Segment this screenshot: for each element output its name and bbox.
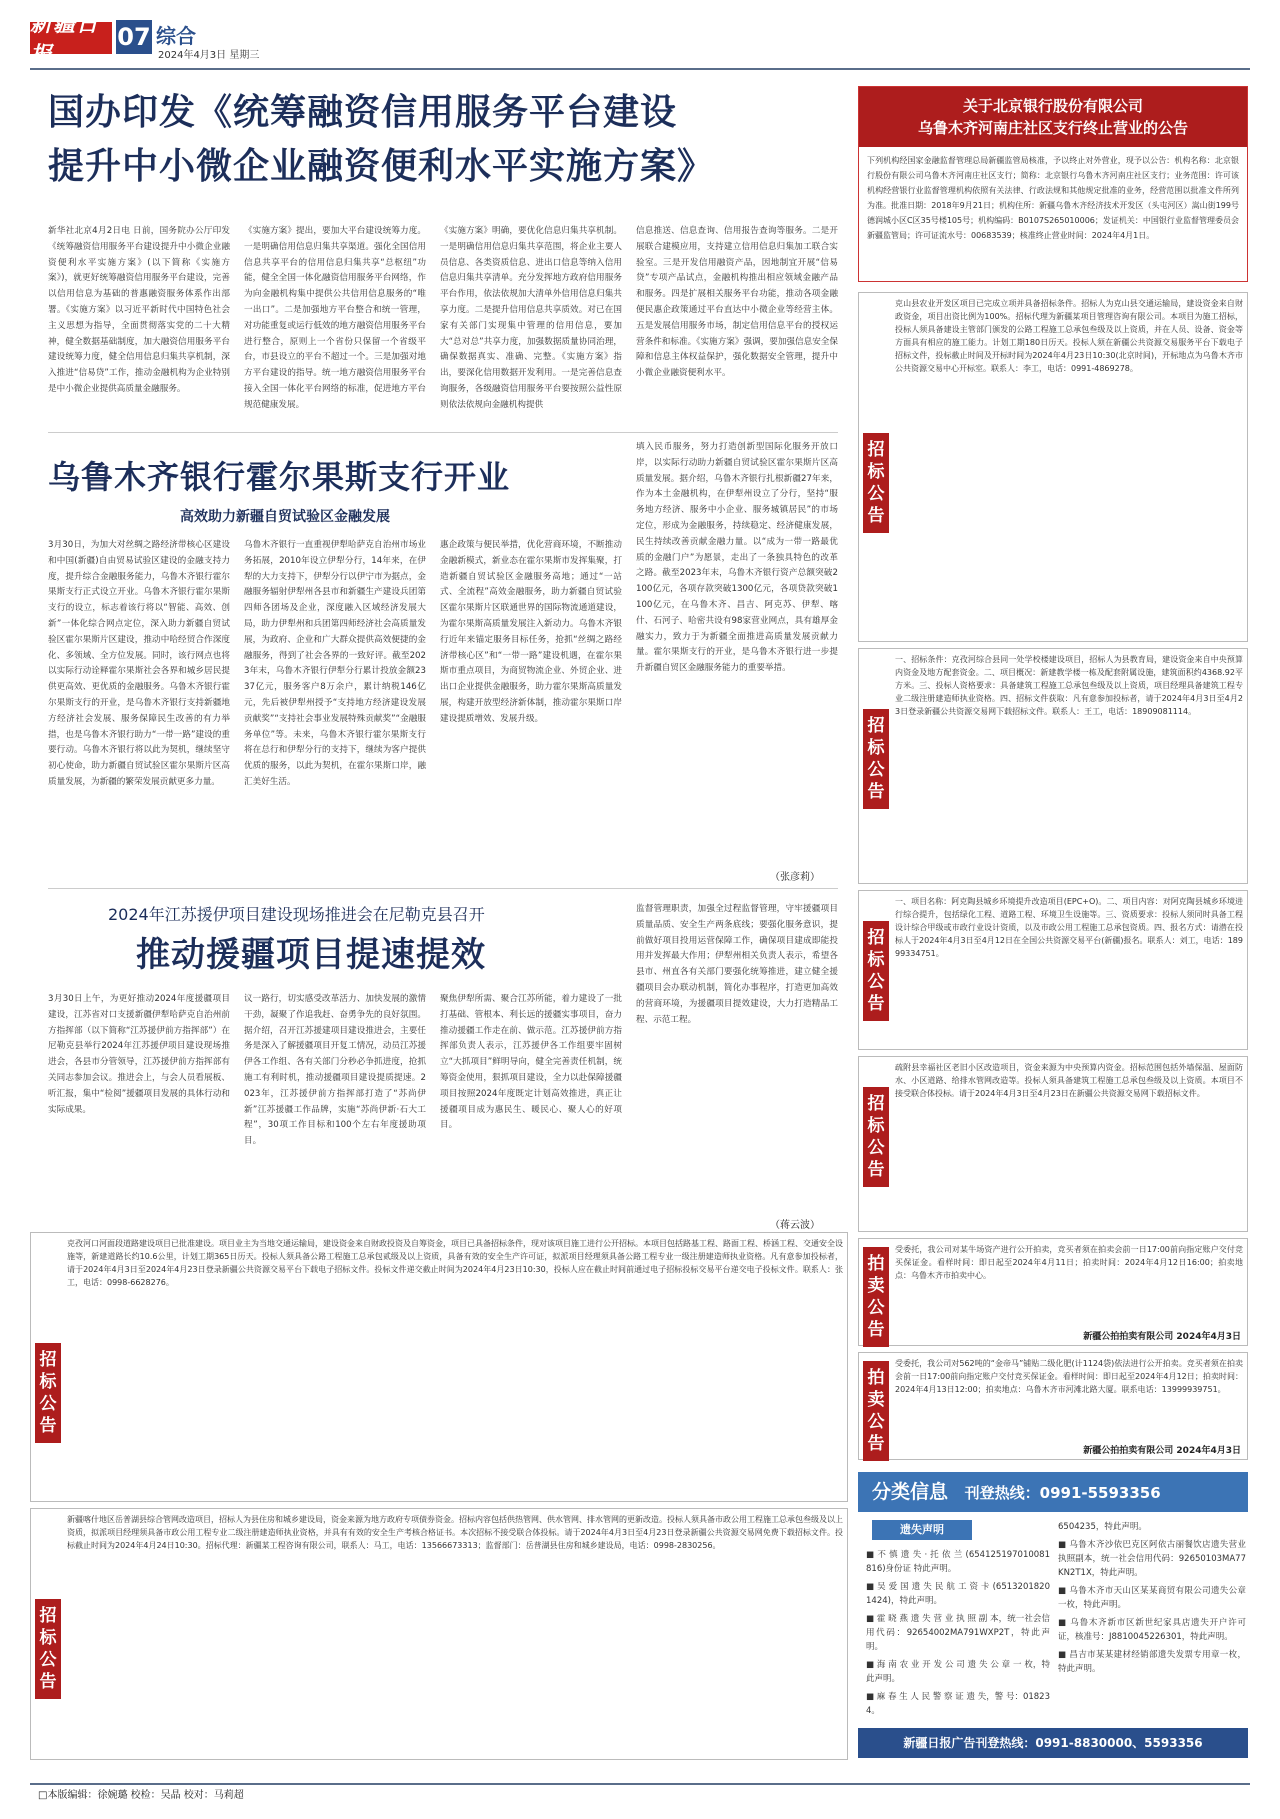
classified-right [1058, 1520, 1246, 1720]
masthead [30, 12, 1250, 70]
classified-item: ■ 霍 晓 燕 遗 失 营 业 执 照 副 本，统一社会信用代码：92654002MA791WXP2T，特此声明。 [866, 1614, 1050, 1652]
classified-header: 分类信息 刊登热线：0991-5593356 [858, 1472, 1248, 1512]
divider [48, 432, 838, 433]
article1-col2: 《实施方案》提出，要加大平台建设统筹力度。一是明确信用信息归集共享渠道。强化全国信用信息共享平台的信用信息归集共享“总枢纽”功能，健全全国一体化融资信用服务平台网络，作为向金融机构集中提供公共信用信息服务的“唯一出口”。二是加强地方平台整合和统一管理，对功能重复或运行低效的地方融资信用服务平台进行整合，原则上一个省份只保留一个省级平台，市县设立的平台不超过一个。三是加强对地方平台建设的指导。统一地方融资信用服务平台接入全国一体化平台网络的标准，促进地方平台规范健康发展。 [244, 226, 426, 410]
bid-notice-tag: 招标公告 [863, 709, 889, 809]
auction-notice-body: 受委托，我公司对某牛场资产进行公开拍卖，竞买者须在拍卖会前一日17:00前向指定账户交付竞买保证金。看样时间：即日起至2024年4月11日；拍卖时间：2024年4月12日16:00；拍卖地点：乌鲁木齐市拍卖中心。 [895, 1245, 1243, 1280]
classified-item: ■ 麻 春 生 人 民 警 察 证 遗 失，警 号：018234。 [866, 1692, 1050, 1716]
bid-notice-body: 一、项目名称：阿克陶县城乡环境提升改造项目(EPC+O)。二、项目内容：对阿克陶县城乡环境进行综合提升，包括绿化工程、道路工程、环境卫生设施等。三、资质要求：投标人须同时具备工程设计综合甲级或市政行业设计资质，以及市政公用工程施工总承包资质。四、报名方式：请潜在投标人于2024年4月3日至4月12日在全国公共资源交易平台(新疆)报名。联系人：刘工，电话：18999334751。 [895, 897, 1243, 958]
bottom-notice-1 [30, 1232, 848, 1502]
bid-notice-tag: 招标公告 [35, 1599, 61, 1699]
bid-notice-body: 新疆喀什地区岳普湖县综合管网改造项目，招标人为县住房和城乡建设局，资金来源为地方政府专项债券资金。招标内容包括供热管网、供水管网、排水管网的更新改造。投标人须具备市政公用工程施工总承包叁级及以上资质，拟派项目经理须具备市政公用工程专业二级注册建造师执业资格，并具有有效的安全生产考核合格证书。本次招标不接受联合体投标。请于2024年4月3日至4月23日登录新疆公共资源交易网免费下载招标文件。投标截止时间为2024年4月24日10:30。招标代理：新疆某工程咨询有限公司，联系人：马工，电话：13566673313；监督部门：岳普湖县住房和城乡建设局，电话：0998-2830256。 [67, 1515, 843, 1550]
page-number: 07 [116, 20, 152, 54]
newspaper-logo: 新疆日报 [30, 22, 112, 54]
bid-notice-tag: 招标公告 [863, 1087, 889, 1187]
article3-byline: （蒋云波） [770, 1220, 820, 1231]
article2-col1: 3月30日，为加大对丝绸之路经济带核心区建设和中国(新疆)自由贸易试验区建设的金融支持力度，提升综合金融服务能力，乌鲁木齐银行霍尔果斯支行正式设立开业。乌鲁木齐银行霍尔果斯支行的设立，标志着该行将以“智能、高效、创新”一体化综合网点定位，深入助力新疆自贸试验区霍尔果斯片区建设，推动中哈经贸合作深度化、多领域、全方位发展。同时，该行网点也将以实际行动诠释霍尔果斯社会各界和城乡居民提供更高效、更优质的金融服务。乌鲁木齐银行霍尔果斯支行的开业，是乌鲁木齐银行支持新疆地方经济社会发展、服务保障民生改善的有力举措，也是乌鲁木齐银行助力“一带一路”建设的重要行动。乌鲁木齐银行将以此为契机，继续坚守初心使命，助力新疆自贸试验区霍尔果斯片区高质量发展，为新疆的繁荣发展贡献更多力量。 [48, 540, 230, 787]
article3-col3: 聚焦伊犁所需、聚合江苏所能，着力建设了一批打基础、管根本、利长远的援疆实事项目，奋力推动援疆工作走在前、做示范。江苏援伊前方指挥部负责人表示，江苏援伊各工作组要牢固树立“大抓项目”鲜明导向，健全完善责任机制，统筹资金使用，狠抓项目建设，全力以赴保障援疆项目按照2024年度既定计划高效推进，真正让援疆项目成为惠民生、暖民心、聚人心的好项目。 [440, 994, 622, 1131]
bid-notice-3 [858, 890, 1248, 1050]
section-title: 综合 [156, 24, 196, 48]
ad-hotline-bar: 新疆日报广告刊登热线：0991-8830000、5593356 [858, 1728, 1248, 1758]
article3-col2: 议一路行，切实感受改革活力、加快发展的激情干劲，凝聚了作追我赶、奋勇争先的良好氛围。据介绍，召开江苏援建项目建设推进会，主要任务是深入了解援疆项目开复工情况，动员江苏援伊各工作组、各有关部门分秒必争抓进度，抢抓施工有利时机，推动援疆项目建设提质提速。2023年，江苏援伊前方指挥部打造了“苏尚伊新”江苏援疆工作品牌，实施“苏尚伊新·石大工程”，30项工作目标和100个左右年度援助项目。 [244, 994, 426, 1147]
article2-col3: 惠企政策与便民举措，优化营商环境，不断推动金融新模式，新业态在霍尔果斯市发挥集聚，打造新疆自贸试验区金融服务高地；通过“一站式、全流程”高效金融服务，助力新疆自贸试验区霍尔果斯片区联通世界的国际物流通道建设，为霍尔果斯高质量发展注入新动力。乌鲁木齐银行近年来锚定服务目标任务，抢抓“丝绸之路经济带核心区”和“一带一路”建设机遇，在霍尔果斯市重点项目，为商贸物流企业、外贸企业、进出口企业提供金融服务，助力霍尔果斯高质量发展，构建开放型经济新体制，推动霍尔果斯口岸建设提质增效、发展升级。 [440, 540, 622, 724]
bid-notice-body: 一、招标条件：克孜河综合县同一处学校楼建设项目，招标人为县教育局，建设资金来自中央预算内资金及地方配套资金。二、项目概况：新建教学楼一栋及配套附属设施，建筑面积约4368.92平方米。三、投标人资格要求：具备建筑工程施工总承包叁级及以上资质，项目经理具备建筑工程专业二级注册建造师执业资格。四、招标文件获取：凡有意参加投标者，请于2024年4月3日至4月23日登录新疆公共资源交易网下载招标文件。联系人：王工，电话：18909081114。 [895, 655, 1243, 716]
bid-notice-1 [858, 292, 1248, 642]
auction-notice-body: 受委托，我公司对562吨的“金帝马”铺贴二级化肥(计1124袋)依法进行公开拍卖。竞买者须在拍卖会前一日17:00前向指定账户交付竞买保证金。看样时间：即日起至2024年4月12日；拍卖时间：2024年4月13日12:00；拍卖地点：乌鲁木齐市河滩北路大厦。联系电话：13999939751。 [895, 1359, 1243, 1394]
article3-col1: 3月30日上午，为更好推动2024年度援疆项目建设，江苏省对口支援新疆伊犁哈萨克自治州前方指挥部（以下简称“江苏援伊前方指挥部”）在尼勒克县举行2024年江苏援伊项目建设现场推进会，各县市分管领导，江苏援伊前方指挥部有关同志参加会议。推进会上，与会人员看展板、听汇报，集中“检阅”援疆项目发展的具体行动和实际成果。 [48, 994, 230, 1115]
bid-notice-body: 疏附县幸福社区老旧小区改造项目，资金来源为中央预算内资金。招标范围包括外墙保温、屋面防水、小区道路、给排水管网改造等。投标人须具备建筑工程施工总承包叁级及以上资质。本项目不接受联合体投标。请于2024年4月3日至4月23日在新疆公共资源交易网下载招标文件。 [895, 1063, 1243, 1098]
classified-item: ■ 吴 爱 国 遗 失 民 航 工 资 卡 (65132018201424)，特此声明。 [866, 1582, 1050, 1606]
divider [48, 888, 838, 889]
classified-item: ■ 乌鲁木齐新市区新世纪家具店遗失开户许可证，核准号：J8810045226301，特此声明。 [1058, 1618, 1246, 1642]
auction-signature: 新疆公拍拍卖有限公司 2024年4月3日 [1083, 1446, 1241, 1456]
article1-col4: 信息推送、信息查询、信用报告查询等服务。二是开展联合建模应用，支持建立信用信息归集加工联合实验室。三是开发信用融资产品，因地制宜开展“信易贷”专项产品试点，金融机构推出相应领域金融产品和服务。四是扩展相关服务平台功能，推动各项金融便民惠企政策通过平台直达中小微企业等经营主体。五是发展信用服务市场，制定信用信息平台的授权运营条件和标准。《实施方案》强调，要加强信息安全保障和信息主体权益保护，强化数据安全管理，提升中小微企业融资便利水平。 [636, 226, 838, 379]
classified-item: ■ 海 南 农 业 开 发 公 司 遗 失 公 章 一 枚，特此声明。 [866, 1660, 1050, 1684]
article3-title: 推动援疆项目提速提效 [136, 935, 486, 975]
auction-notice-1 [858, 1238, 1248, 1346]
article1-title: 国办印发《统筹融资信用服务平台建设 提升中小微企业融资便利水平实施方案》 [48, 92, 715, 187]
classified-item: ■ 乌鲁木齐市天山区某某商贸有限公司遗失公章一枚，特此声明。 [1058, 1586, 1246, 1610]
article1-col1: 新华社北京4月2日电 日前，国务院办公厅印发《统筹融资信用服务平台建设提升中小微企业融资便利水平实施方案》(以下简称《实施方案》)，就更好统筹融资信用服务平台建设，完善以信用信息为基础的普惠融资服务体系作出部署。《实施方案》以习近平新时代中国特色社会主义思想为指导，全面贯彻落实党的二十大精神，健全数据基础制度，加大融资信用服务平台建设统筹力度，健全信用信息归集共享机制，深入推进“信易贷”工作，推动金融机构为企业特别是中小微企业提供高质量金融服务。 [48, 226, 230, 394]
lost-notice-header: 遗失声明 [872, 1520, 972, 1540]
auction-notice-2 [858, 1352, 1248, 1460]
bottom-notice-2 [30, 1508, 848, 1760]
article2-title: 乌鲁木齐银行霍尔果斯支行开业 [48, 458, 511, 496]
bank-notice-body: 下列机构经国家金融监督管理总局新疆监管局核准，予以终止对外营业，现予以公告：机构名称：北京银行股份有限公司乌鲁木齐河南庄社区支行；简称：北京银行乌鲁木齐河南庄社区支行；业务范围：许可该机构经营银行业监督管理机构依照有关法律、行政法规和其他规定批准的业务，经营范围以批准文件所列为准。批准日期：2018年9月21日；机构住所：新疆乌鲁木齐经济技术开发区（头屯河区）嵩山街199号德润城小区C区35号楼105号；机构编码：B0107S265010006；发证机关：中国银行业监督管理委员会新疆监管局；许可证流水号：00683539；核准终止营业时间：2024年4月1日。 [867, 156, 1239, 240]
classified-left [866, 1548, 1050, 1718]
article2-byline: （张彦莉） [770, 872, 820, 883]
bid-notice-body: 克山县农业开发区项目已完成立项并具备招标条件。招标人为克山县交通运输局，建设资金来自财政资金，项目出资比例为100%。招标代理为新疆某项目管理咨询有限公司。本项目为施工招标，投标人须具备建设主管部门颁发的公路工程施工总承包叁级及以上资质，并在人员、设备、资金等方面具有相应的施工能力。计划工期180日历天。投标人须在新疆公共资源交易服务平台下载电子招标文件，投标截止时间及开标时间为2024年4月23日10:30(北京时间)，开标地点为乌鲁木齐市公共资源交易中心开标室。联系人：李工，电话：0991-4869278。 [895, 299, 1243, 373]
auction-notice-tag: 拍卖公告 [863, 1247, 889, 1347]
right-notices [858, 292, 1248, 1462]
article3-col4: 监督管理职责，加强全过程监督管理，守牢援疆项目质量品质、安全生产两条底线；要强化服务意识，提前做好项目投用运营保障工作，确保项目建成即能投用并发挥最大作用；伊犁州相关负责人表示，希望各县市、州直各有关部门要强化统筹推进，建立健全援疆项目会办联动机制，简化办事程序，打造更加高效的营商环境，为援疆项目提效建设，大力打造精品工程、示范工程。 [636, 904, 838, 1025]
classified-item: ■ 乌鲁木齐沙依巴克区阿依古丽餐饮店遗失营业执照副本，统一社会信用代码：92650103MA77KN2T1X，特此声明。 [1058, 1540, 1246, 1578]
bid-notice-tag: 招标公告 [863, 921, 889, 1021]
article2-col4: 填入民币服务，努力打造创新型国际化服务开放口岸，以实际行动助力新疆自贸试验区霍尔果斯片区高质量发展。据介绍，乌鲁木齐银行扎根新疆27年来，作为本土金融机构，在伊犁州设立了分行，坚持“服务地方经济、服务中小企业、服务城镇居民”的市场定位，形成为金融服务，持续稳定、经济健康发展，民生持续改善贡献金融力量。以“成为一带一路最优质的金融门户”为愿景，走出了一条独具特色的改革之路。截至2023年末，乌鲁木齐银行资产总额突破2100亿元，各项存款突破1300亿元，各项贷款突破1100亿元，在乌鲁木齐、昌吉、阿克苏、伊犁、喀什、石河子、哈密共设有98家营业网点，具有雄厚金融实力，致力于为新疆全面推进高质量发展贡献力量。霍尔果斯支行的开业，是乌鲁木齐银行进一步提升新疆自贸区金融服务能力的重要举措。 [636, 442, 838, 674]
bid-notice-body: 克孜河口河面段道路建设项目已批准建设。项目业主为当地交通运输局，建设资金来自财政投资及自筹资金，项目已具备招标条件，现对该项目施工进行公开招标。本项目包括路基工程、路面工程、桥涵工程、交通安全设施等，新建道路长约10.6公里，计划工期365日历天。投标人须具备公路工程施工总承包贰级及以上资质，具备有效的安全生产许可证，拟派项目经理须具备公路工程专业一级注册建造师执业资格。凡有意参加投标者，请于2024年4月3日至2024年4月23日登录新疆公共资源交易平台下载电子招标文件。投标文件递交截止时间为2024年4月23日10:30，投标人应在截止时间前通过电子招标投标交易平台递交电子投标文件。联系人：张工，电话：0998-6628276。 [67, 1239, 843, 1287]
bank-notice [858, 86, 1248, 282]
page-footer: □本版编辑：徐婉璐 校检：吴晶 校对：马莉超 [30, 1783, 1250, 1807]
issue-date: 2024年4月3日 星期三 [158, 50, 260, 61]
bid-notice-4 [858, 1056, 1248, 1232]
article1-col3: 《实施方案》明确，要优化信息归集共享机制。一是明确信用信息归集共享范围，将企业主要人员信息、各类资质信息、进出口信息等纳入信用信息归集共享清单。充分发挥地方政府信用服务平台作用，依法依规加大清单外信用信息归集共享力度。二是提升信用信息共享质效。对已在国家有关部门实现集中管理的信用信息，要加大“总对总”共享力度，加强数据质量协同治理，确保数据真实、准确、完整。《实施方案》指出，要深化信用数据开发利用。一是完善信息查询服务，各级融资信用服务平台要按照公益性原则依法依规向金融机构提供 [440, 226, 622, 410]
auction-signature: 新疆公拍拍卖有限公司 2024年4月3日 [1083, 1332, 1241, 1342]
article2-subtitle: 高效助力新疆自贸试验区金融发展 [180, 509, 390, 525]
classified-item: 6504235，特此声明。 [1058, 1522, 1147, 1532]
bank-notice-header: 关于北京银行股份有限公司 乌鲁木齐河南庄社区支行终止营业的公告 [859, 87, 1247, 147]
bid-notice-2 [858, 648, 1248, 884]
classified-item: ■ 昌吉市某某建材经销部遗失发票专用章一枚，特此声明。 [1058, 1650, 1246, 1674]
classified-item: ■ 不 慎 遗 失 · 托 依 兰 (654125197010081816)身份证 特此声明。 [866, 1550, 1050, 1574]
article3-kicker: 2024年江苏援伊项目建设现场推进会在尼勒克县召开 [108, 905, 485, 924]
bid-notice-tag: 招标公告 [35, 1343, 61, 1443]
auction-notice-tag: 拍卖公告 [863, 1361, 889, 1461]
bid-notice-tag: 招标公告 [863, 433, 889, 533]
article2-col2: 乌鲁木齐银行一直重视伊犁哈萨克自治州市场业务拓展，2010年设立伊犁分行，14年来，在伊犁的大力支持下，伊犁分行以伊宁市为据点，金融服务辐射伊犁州各县市和新疆生产建设兵团第四师各团场及企业，深度融入区域经济发展大局，助力伊犁州和兵团第四师经济社会高质量发展，为政府、企业和广大群众提供高效便捷的金融服务，得到了社会各界的一致好评。截至2023年末，乌鲁木齐银行伊犁分行累计投放金额2337亿元，服务客户8万余户，累计纳税146亿元，先后被伊犁州授予“支持地方经济建设发展贡献奖”“支持社会事业发展特殊贡献奖”“金融服务单位”等。未来，乌鲁木齐银行霍尔果斯支行将在总行和伊犁分行的支持下，继续为客户提供优质的服务，以此为契机，在霍尔果斯口岸，融汇美好生活。 [244, 540, 426, 787]
